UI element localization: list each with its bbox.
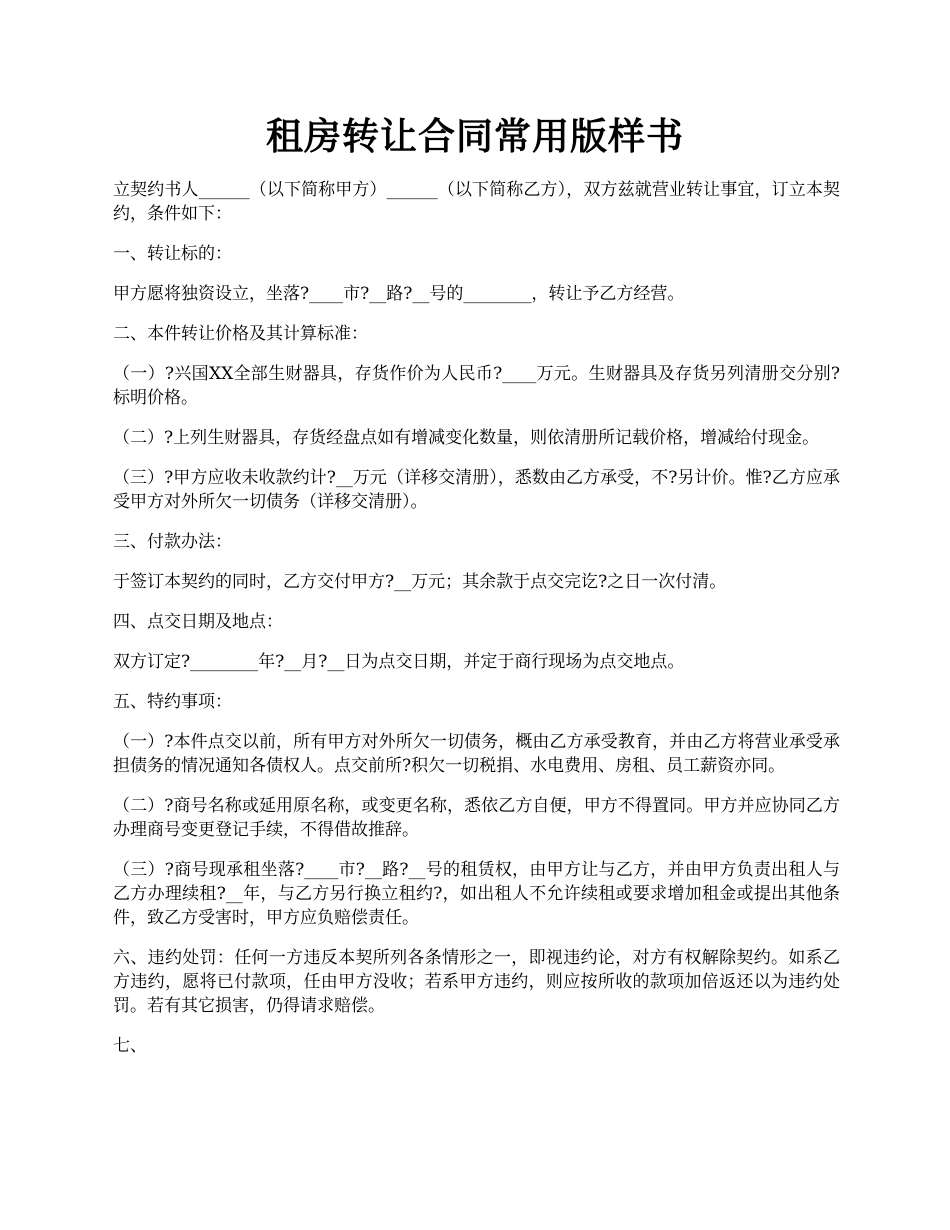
paragraph: 甲方愿将独资设立，坐落?____市?__路?__号的________，转让予乙方经营。: [113, 284, 685, 304]
section-heading-5: 五、特约事项：: [113, 692, 232, 712]
paragraph: （三）?甲方应收未收款约计?__万元（详移交清册），悉数由乙方承受，不?另计价。惟?乙方应承受甲方对外所欠一切债务（详移交清册）。: [113, 468, 840, 512]
section-heading-4: 四、点交日期及地点：: [113, 612, 283, 632]
section-heading-1: 一、转让标的：: [113, 244, 232, 264]
paragraph: （一）?本件点交以前，所有甲方对外所欠一切债务，概由乙方承受教育，并由乙方将营业承受承担债务的情况通知各债权人。点交前所?积欠一切税捐、水电费用、房租、员工薪资亦同。: [113, 732, 840, 776]
paragraph: 双方订定?________年?__月?__日为点交日期，并定于商行现场为点交地点。: [113, 652, 685, 672]
paragraph-breach-penalty: 六、违约处罚：任何一方违反本契所列各条情形之一，即视违约论，对方有权解除契约。如系乙方违约，愿将已付款项，任由甲方没收；若系甲方违约，则应按所收的款项加倍返还以为违约处罚。若有其它损害，仍得请求赔偿。: [113, 948, 840, 1016]
section-heading-7: 七、: [113, 1036, 147, 1056]
paragraph: （二）?上列生财器具，存货经盘点如有增减变化数量，则依清册所记载价格，增减给付现金。: [113, 428, 820, 448]
document-body: [113, 178, 840, 1074]
paragraph: 于签订本契约的同时，乙方交付甲方?__万元；其余款于点交完讫?之日一次付清。: [113, 572, 727, 592]
paragraph: （二）?商号名称或延用原名称，或变更名称，悉依乙方自便，甲方不得置同。甲方并应协同乙方办理商号变更登记手续，不得借故推辞。: [113, 796, 840, 840]
paragraph-intro: 立契约书人______（以下简称甲方）______（以下简称乙方），双方兹就营业转让事宜，订立本契约，条件如下：: [113, 180, 840, 224]
paragraph: （一）?兴国XX全部生财器具，存货作价为人民币?____万元。生财器具及存货另列清册交分别?标明价格。: [113, 364, 840, 408]
document-title: 租房转让合同常用版样书: [266, 114, 684, 158]
paragraph: （三）?商号现承租坐落?____市?__路?__号的租赁权，由甲方让与乙方，并由甲方负责出租人与乙方办理续租?__年，与乙方另行换立租约?，如出租人不允许续租或要求增加租金或提出其他条件，致乙方受害时，甲方应负赔偿责任。: [113, 860, 840, 928]
section-heading-2: 二、本件转让价格及其计算标准：: [113, 324, 368, 344]
section-heading-3: 三、付款办法：: [113, 532, 232, 552]
